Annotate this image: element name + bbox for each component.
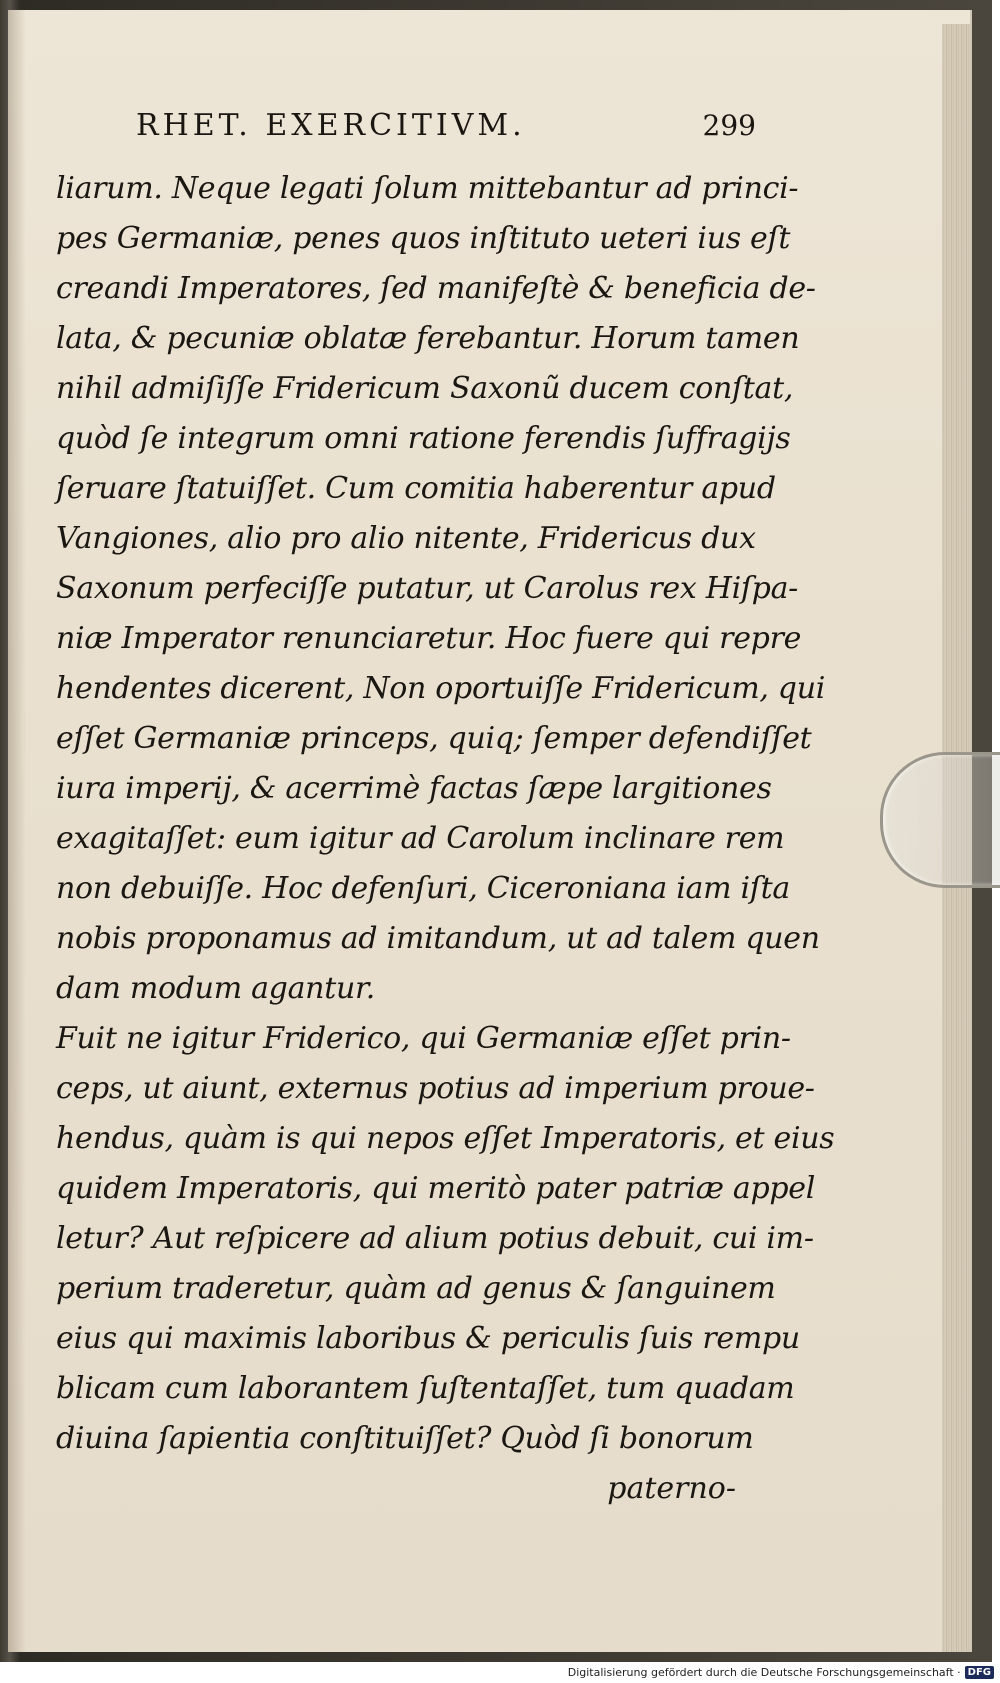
folio-number: 299 xyxy=(702,109,756,142)
text-line: eſſet Germaniæ princeps, quiq; ſemper defendiſſet xyxy=(56,721,812,756)
text-line: nobis proponamus ad imitandum, ut ad talem quen xyxy=(56,921,820,956)
dfg-logo: DFG xyxy=(965,1666,994,1679)
text-line: non debuiſſe. Hoc defenſuri, Ciceroniana iam iſta xyxy=(56,871,790,906)
text-line: exagitaſſet: eum igitur ad Carolum inclinare rem xyxy=(56,821,785,856)
text-line: pes Germaniæ, penes quos inſtituto ueteri ius eſt xyxy=(56,221,791,256)
text-line: lata, & pecuniæ oblatæ ferebantur. Horum tamen xyxy=(56,321,800,356)
digitization-credit xyxy=(568,1663,994,1681)
text-line: nihil admiſiſſe Fridericum Saxonũ ducem conſtat, xyxy=(56,371,794,406)
text-line: ceps, ut aiunt, externus potius ad imperium proue- xyxy=(56,1071,815,1106)
running-head-title: RHET. EXERCITIVM. xyxy=(136,108,526,143)
text-line: liarum. Neque legati ſolum mittebantur ad princi- xyxy=(56,171,799,206)
text-line: dam modum agantur. xyxy=(56,971,375,1006)
running-head xyxy=(56,108,756,158)
text-line: creandi Imperatores, ſed manifeſtè & beneficia de- xyxy=(56,271,816,306)
text-line: eius qui maximis laboribus & periculis ſuis rempu xyxy=(56,1321,800,1356)
page-clip xyxy=(880,752,1000,888)
text-line: Vangiones, alio pro alio nitente, Fridericus dux xyxy=(56,521,756,556)
text-line: Fuit ne igitur Friderico, qui Germaniæ eſſet prin- xyxy=(56,1021,791,1056)
text-line: diuina ſapientia conſtituiſſet? Quòd ſi bonorum xyxy=(56,1421,754,1456)
text-line: quidem Imperatoris, qui meritò pater patriæ appel xyxy=(56,1171,816,1206)
text-line: quòd ſe integrum omni ratione ferendis ſuffragijs xyxy=(56,421,791,456)
text-lines xyxy=(56,164,835,1464)
text-line: niæ Imperator renunciaretur. Hoc fuere qui repre xyxy=(56,621,802,656)
page-text-block xyxy=(56,108,835,1514)
text-line: perium traderetur, quàm ad genus & ſanguinem xyxy=(56,1271,776,1306)
book-page xyxy=(8,10,972,1652)
text-line: iura imperij, & acerrimè factas ſæpe largitiones xyxy=(56,771,772,806)
text-line: letur? Aut reſpicere ad alium potius debuit, cui im- xyxy=(56,1221,814,1256)
text-line: blicam cum laborantem ſuſtentaſſet, tum quadam xyxy=(56,1371,795,1406)
credit-text: Digitalisierung gefördert durch die Deutsche Forschungsgemeinschaft · xyxy=(567,1665,961,1679)
gutter-shadow xyxy=(8,10,26,1652)
text-line: ſeruare ſtatuiſſet. Cum comitia haberentur apud xyxy=(56,471,776,506)
text-line: hendentes dicerent, Non oportuiſſe Fridericum, qui xyxy=(56,671,826,706)
catchword: paterno- xyxy=(607,1471,736,1506)
text-line: Saxonum perfeciſſe putatur, ut Carolus rex Hiſpa- xyxy=(56,571,798,606)
text-line: hendus, quàm is qui nepos eſſet Imperatoris, et eius xyxy=(56,1121,835,1156)
